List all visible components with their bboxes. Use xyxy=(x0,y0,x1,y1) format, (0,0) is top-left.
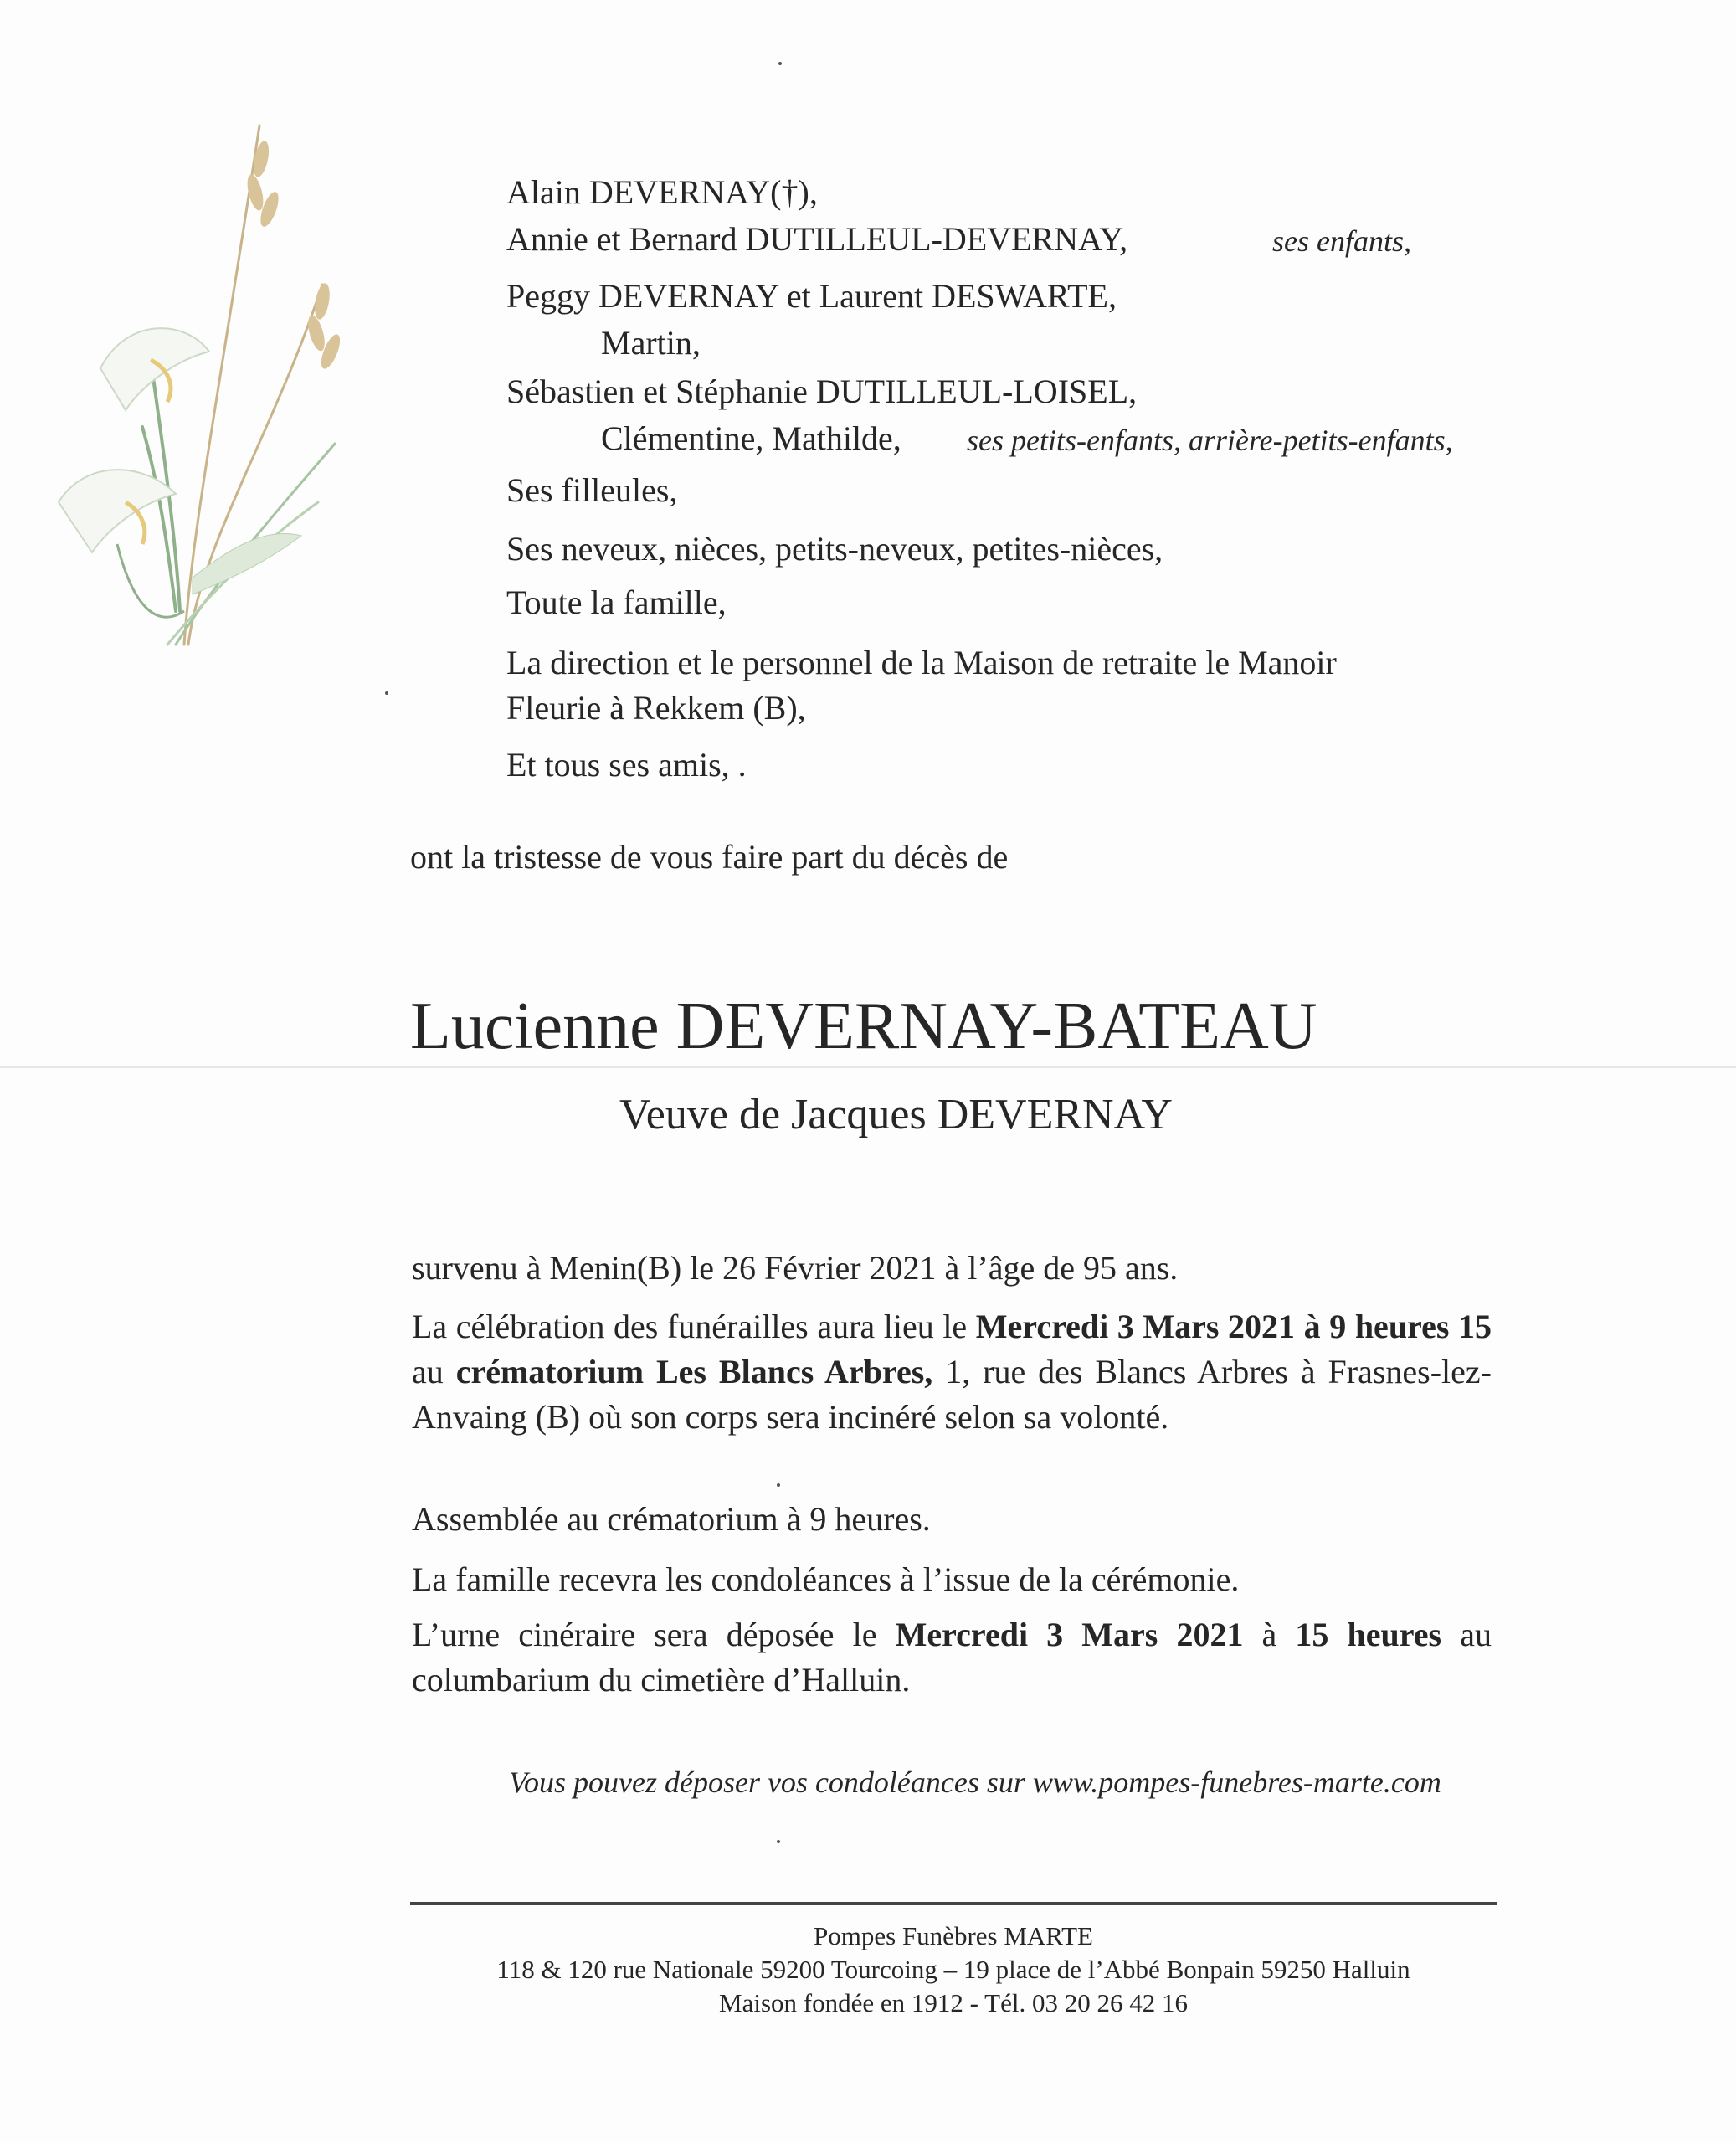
role-ses-enfants: ses enfants, xyxy=(1272,224,1411,258)
family-line-11: Et tous ses amis, . xyxy=(506,746,747,784)
scan-speck xyxy=(385,691,388,695)
funeral-home-contact: Maison fondée en 1912 - Tél. 03 20 26 42 16 xyxy=(719,1988,1188,2017)
deceased-name: Lucienne DEVERNAY-BATEAU xyxy=(410,989,1317,1063)
online-condolences-note: Vous pouvez déposer vos condoléances sur www.pompes-funebres-marte.com xyxy=(509,1765,1441,1799)
family-line-3: Peggy DEVERNAY et Laurent DESWARTE, xyxy=(506,277,1117,315)
family-line-10a: La direction et le personnel de la Maison de retraite le Manoir xyxy=(506,644,1337,681)
family-line-8: Ses neveux, nièces, petits-neveux, petites-nièces, xyxy=(506,530,1163,568)
scan-speck xyxy=(777,1840,780,1843)
family-line-2: Annie et Bernard DUTILLEUL-DEVERNAY, xyxy=(506,220,1128,258)
family-line-9: Toute la famille, xyxy=(506,583,727,621)
footer-rule xyxy=(410,1902,1497,1905)
lily-illustration xyxy=(50,109,352,661)
funeral-home-name: Pompes Funèbres MARTE xyxy=(814,1921,1093,1950)
detail-condolences: La famille recevra les condoléances à l’issue de la cérémonie. xyxy=(412,1560,1240,1598)
family-line-5: Sébastien et Stéphanie DUTILLEUL-LOISEL, xyxy=(506,373,1138,410)
family-line-7: Ses filleules, xyxy=(506,471,678,509)
fold-line xyxy=(0,1066,1736,1068)
scan-speck xyxy=(778,62,782,65)
family-line-1: Alain DEVERNAY(†), xyxy=(506,173,818,211)
family-line-4: Martin, xyxy=(601,324,701,362)
role-petits-enfants: ses petits-enfants, arrière-petits-enfants, xyxy=(967,424,1453,457)
family-line-10b: Fleurie à Rekkem (B), xyxy=(506,689,806,727)
funeral-home-address: 118 & 120 rue Nationale 59200 Tourcoing – 19 place de l’Abbé Bonpain 59250 Halluin xyxy=(496,1955,1410,1984)
detail-ceremony: La célébration des funérailles aura lieu le Mercredi 3 Mars 2021 à 9 heures 15 au crématorium Les Blancs Arbres, 1, rue des Blancs Arbres à Frasnes-lez-Anvaing (B) où son corps sera incinéré selon sa volonté. xyxy=(412,1308,1492,1436)
detail-death: survenu à Menin(B) le 26 Février 2021 à l’âge de 95 ans. xyxy=(412,1249,1179,1287)
announcement: ont la tristesse de vous faire part du décès de xyxy=(410,838,1009,876)
family-line-6: Clémentine, Mathilde, xyxy=(601,419,901,457)
detail-assembly: Assemblée au crématorium à 9 heures. xyxy=(412,1500,931,1538)
scan-speck xyxy=(777,1483,780,1487)
detail-urn: L’urne cinéraire sera déposée le Mercredi 3 Mars 2021 à 15 heures au columbarium du cimetière d’Halluin. xyxy=(412,1616,1492,1698)
deceased-subtitle: Veuve de Jacques DEVERNAY xyxy=(619,1091,1173,1138)
